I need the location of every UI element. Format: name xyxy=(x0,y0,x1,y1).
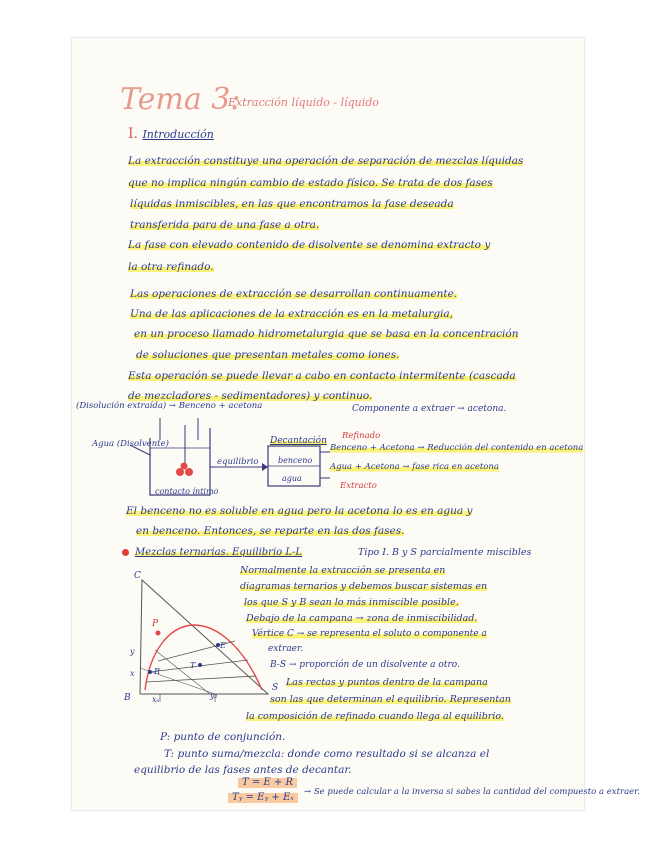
solvent-label: Agua (Disolvente) xyxy=(92,439,169,449)
ternary-line: Vértice C → se representa el soluto o componente a xyxy=(252,629,487,639)
section-title: Introducción xyxy=(142,128,214,141)
point-r: R xyxy=(154,667,161,676)
ternary-line: la composición de refinado cuando llega al equilibrio. xyxy=(246,711,504,722)
y1-label: y₁ xyxy=(210,691,218,700)
final-line: P: punto de conjunción. xyxy=(160,731,286,743)
ternary-line: B-S → proporción de un disolvente a otro. xyxy=(270,660,460,670)
para2-line: Una de las aplicaciones de la extracción es en la metalurgia, xyxy=(130,308,454,320)
mixer-label: contacto íntimo xyxy=(155,487,219,496)
phase-bottom-label: agua xyxy=(282,474,302,483)
feed-label: (Disolución extraída) → Benceno + acetona xyxy=(76,401,263,411)
extracto-label: Extracto xyxy=(340,481,377,491)
para2-line: de soluciones que presentan metales como iones. xyxy=(136,349,400,361)
para2-line: Las operaciones de extracción se desarrollan continuamente. xyxy=(130,288,458,300)
intro-line: que no implica ningún cambio de estado físico. Se trata de dos fases xyxy=(128,177,493,189)
ternary-line: los que S y B sean lo más inmiscible posible. xyxy=(244,597,459,608)
intro-line: líquidas inmiscibles, en las que encontramos la fase deseada xyxy=(130,198,454,210)
intro-line: transferida para de una fase a otra. xyxy=(130,219,320,231)
para2-line: Esta operación se puede llevar a cabo en contacto intermitente (cascada xyxy=(128,370,516,382)
section2-heading: Mezclas ternarias. Equilibrio L-L xyxy=(135,547,303,558)
page-subtitle: Extracción líquido - líquido xyxy=(228,96,379,109)
conclusion-line: en benceno. Entonces, se reparte en las dos fases. xyxy=(136,525,405,537)
refinado-desc: Benceno + Acetona → Reducción del contenido en acetona xyxy=(330,443,584,453)
xs-label: xₛ xyxy=(152,695,160,704)
phase-top-label: benceno xyxy=(278,456,313,465)
decanter-label: Decantación xyxy=(270,436,327,446)
ternary-line: Normalmente la extracción se presenta en xyxy=(240,565,446,576)
type-note: Tipo I. B y S parcialmente miscibles xyxy=(358,547,532,558)
axis-y-label: y xyxy=(130,647,135,656)
intro-line: La extracción constituye una operación de separación de mezclas líquidas xyxy=(128,155,524,167)
intro-line: La fase con elevado contenido de disolvente se denomina extracto y xyxy=(128,239,491,251)
ternary-line: Debajo de la campana → zona de inmiscibilidad. xyxy=(246,613,478,624)
section-number: I. xyxy=(128,126,138,142)
formula-1: T = E + R xyxy=(238,778,297,788)
para2-line: de mezcladores - sedimentadores) y continuo. xyxy=(128,390,373,402)
vertex-s: S xyxy=(272,683,279,693)
formula-note: → Se puede calcular a la inversa si sabes la cantidad del compuesto a extraer. xyxy=(304,787,641,797)
final-line: equilibrio de las fases antes de decantar. xyxy=(134,764,352,776)
page-title: Tema 3: xyxy=(120,82,241,117)
equilibrium-label: equilibrio xyxy=(217,457,259,467)
ternary-line: extraer. xyxy=(268,644,304,654)
point-p: P xyxy=(152,619,159,629)
axis-x-label: x xyxy=(130,669,135,678)
point-e: E xyxy=(220,641,226,650)
ternary-line: diagramas ternarios y debemos buscar sistemas en xyxy=(240,581,488,592)
intro-line: la otra refinado. xyxy=(128,261,214,273)
point-t: T xyxy=(190,661,196,670)
formula-2: Tᵧ = Eᵧ + Eₓ xyxy=(228,793,298,803)
final-line: T: punto suma/mezcla: donde como resultado si se alcanza el xyxy=(164,748,490,760)
conclusion-line: El benceno no es soluble en agua pero la acetona lo es en agua y xyxy=(126,505,473,517)
ternary-line: son las que determinan el equilibrio. Representan xyxy=(270,694,511,705)
ternary-line: Las rectas y puntos dentro de la campana xyxy=(286,677,488,688)
vertex-b: B xyxy=(124,693,131,703)
vertex-c: C xyxy=(134,571,141,581)
refinado-label: Refinado xyxy=(342,431,381,441)
component-note: Componente a extraer → acetona. xyxy=(352,404,507,414)
para2-line: en un proceso llamado hidrometalurgia que se basa en la concentración xyxy=(134,328,519,340)
extracto-desc: Agua + Acetona → fase rica en acetona xyxy=(330,462,499,472)
